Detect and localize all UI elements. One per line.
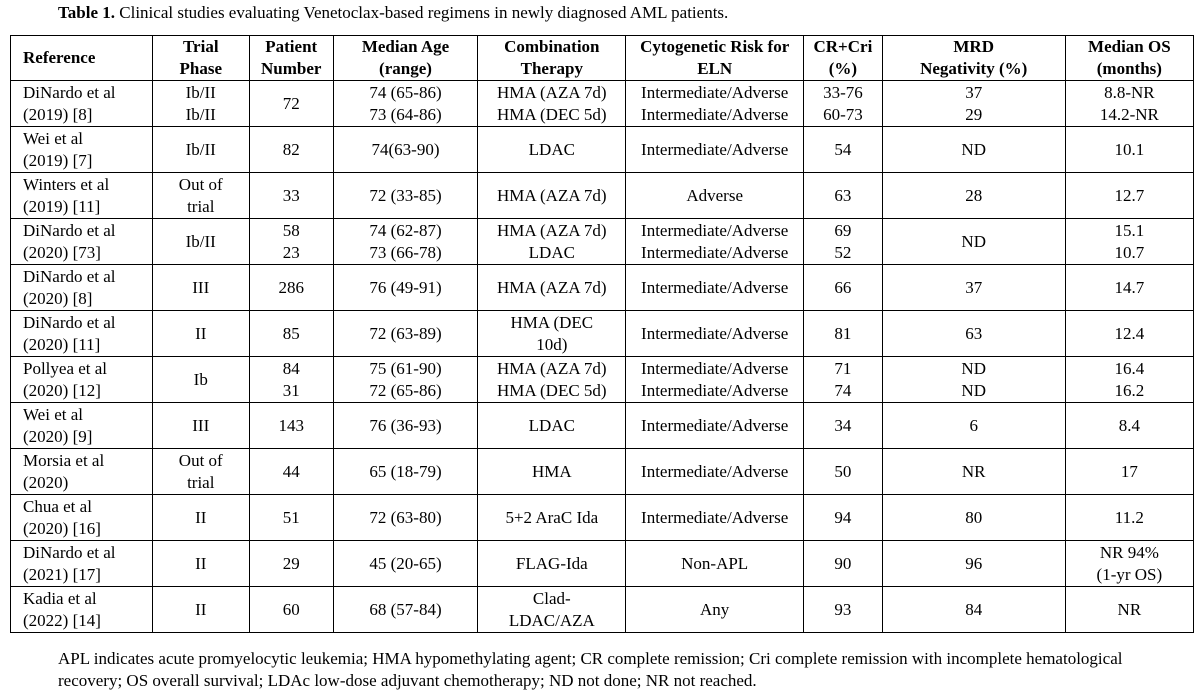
cell-line: Kadia et al: [23, 588, 97, 608]
cell-line: DiNardo et al: [23, 542, 116, 562]
cell-line: Any: [700, 599, 730, 619]
cell-trial-phase: [152, 495, 249, 541]
cell-cytogenetic-risk: [626, 219, 804, 265]
table-row: [11, 357, 1194, 403]
cell-line: 60-73: [823, 104, 863, 124]
cell-line: 58: [282, 220, 300, 240]
cell-line: Intermediate/Adverse: [641, 507, 789, 527]
cell-line: (2020) [11]: [23, 334, 101, 354]
cell-line: 28: [965, 185, 983, 205]
cell-reference: [11, 219, 153, 265]
table-row: [11, 219, 1194, 265]
cell-line: II: [195, 507, 207, 527]
cell-line: NR: [1117, 599, 1142, 619]
cell-median-age: [333, 81, 478, 127]
cell-line: (2019) [7]: [23, 150, 93, 170]
cell-line: 5+2 AraC Ida: [505, 507, 599, 527]
cell-line: Median Age: [361, 37, 450, 56]
cell-line: 72 (63-89): [369, 323, 442, 343]
cell-line: 31: [282, 380, 300, 400]
cell-line: (1-yr OS): [1096, 564, 1163, 584]
cell-trial-phase: [152, 541, 249, 587]
cell-line: 76 (36-93): [369, 415, 442, 435]
cell-line: 94: [834, 507, 852, 527]
cell-line: Therapy: [520, 59, 583, 78]
cell-line: Adverse: [686, 185, 743, 205]
cell-cr-cri: [804, 403, 883, 449]
table-row: [11, 81, 1194, 127]
cell-line: (2020) [16]: [23, 518, 101, 538]
cell-line: 8.8-NR: [1104, 82, 1155, 102]
cell-patient-number: [249, 357, 333, 403]
cell-line: (range): [379, 59, 432, 78]
cell-line: 54: [834, 139, 852, 159]
cell-line: Out of: [178, 450, 223, 470]
cell-trial-phase: [152, 311, 249, 357]
cell-line: Ib/II: [185, 231, 216, 251]
cell-reference: [11, 127, 153, 173]
cell-combination-therapy: [478, 311, 626, 357]
cell-line: HMA: [531, 461, 572, 481]
cell-line: 85: [282, 323, 300, 343]
cell-line: ND: [961, 358, 986, 378]
header-reference: [11, 36, 153, 81]
header-cytogenetic-risk: [626, 36, 804, 81]
cell-trial-phase: [152, 81, 249, 127]
cell-line: 33: [282, 185, 300, 205]
cell-line: 44: [282, 461, 300, 481]
cell-line: 50: [834, 461, 852, 481]
cell-mrd-negativity: [882, 311, 1065, 357]
cell-line: 23: [282, 242, 300, 262]
cell-cr-cri: [804, 541, 883, 587]
cell-line: HMA (AZA 7d): [497, 277, 607, 297]
cell-line: 71: [834, 358, 852, 378]
cell-line: 14.7: [1114, 277, 1145, 297]
cell-median-age: [333, 541, 478, 587]
cell-combination-therapy: [478, 541, 626, 587]
cell-line: Phase: [179, 59, 222, 78]
cell-line: DiNardo et al: [23, 266, 116, 286]
cell-median-os: [1065, 403, 1193, 449]
cell-mrd-negativity: [882, 495, 1065, 541]
cell-line: 81: [834, 323, 852, 343]
cell-line: 17: [1120, 461, 1138, 481]
cell-patient-number: [249, 311, 333, 357]
cell-cytogenetic-risk: [626, 311, 804, 357]
cell-line: 143: [278, 415, 304, 435]
table-caption-label: Table 1.: [58, 3, 116, 22]
cell-median-os: [1065, 173, 1193, 219]
cell-line: Morsia et al: [23, 450, 105, 470]
cell-cr-cri: [804, 357, 883, 403]
cell-cytogenetic-risk: [626, 403, 804, 449]
cell-mrd-negativity: [882, 81, 1065, 127]
cell-line: Intermediate/Adverse: [641, 358, 789, 378]
cell-line: 93: [834, 599, 852, 619]
header-trial-phase: [152, 36, 249, 81]
cell-line: (%): [828, 59, 858, 78]
cell-line: 52: [834, 242, 852, 262]
cell-cytogenetic-risk: [626, 541, 804, 587]
cell-reference: [11, 495, 153, 541]
table-row: [11, 265, 1194, 311]
cell-trial-phase: [152, 449, 249, 495]
cell-line: HMA (DEC 5d): [497, 104, 607, 124]
cell-reference: [11, 587, 153, 633]
cell-line: NR 94%: [1099, 542, 1159, 562]
cell-median-age: [333, 449, 478, 495]
cell-line: DiNardo et al: [23, 220, 116, 240]
cell-trial-phase: [152, 587, 249, 633]
cell-line: (2019) [11]: [23, 196, 101, 216]
cell-combination-therapy: [478, 495, 626, 541]
cell-patient-number: [249, 173, 333, 219]
cell-line: 69: [834, 220, 852, 240]
cell-line: (2019) [8]: [23, 104, 93, 124]
cell-line: Ib/II: [185, 139, 216, 159]
cell-trial-phase: [152, 265, 249, 311]
cell-reference: [11, 311, 153, 357]
cell-median-os: [1065, 265, 1193, 311]
cell-patient-number: [249, 541, 333, 587]
cell-line: (2020) [8]: [23, 288, 93, 308]
cell-combination-therapy: [478, 173, 626, 219]
cell-line: (2020): [23, 472, 69, 492]
cell-median-age: [333, 311, 478, 357]
cell-median-os: [1065, 81, 1193, 127]
cell-line: DiNardo et al: [23, 82, 116, 102]
cell-median-age: [333, 127, 478, 173]
cell-mrd-negativity: [882, 403, 1065, 449]
cell-line: 72 (63-80): [369, 507, 442, 527]
cell-median-os: [1065, 219, 1193, 265]
cell-line: 76 (49-91): [369, 277, 442, 297]
cell-line: 72: [282, 93, 300, 113]
cell-median-os: [1065, 587, 1193, 633]
cell-median-os: [1065, 449, 1193, 495]
cell-cytogenetic-risk: [626, 587, 804, 633]
cell-line: HMA (DEC: [510, 312, 594, 332]
cell-line: 37: [965, 82, 983, 102]
cell-line: 29: [282, 553, 300, 573]
cell-cr-cri: [804, 587, 883, 633]
cell-line: Negativity (%): [920, 59, 1028, 78]
cell-line: (2020) [73]: [23, 242, 101, 262]
cell-line: Combination: [504, 37, 600, 56]
cell-line: 6: [969, 415, 978, 435]
cell-line: 74(63-90): [371, 139, 440, 159]
cell-line: 14.2-NR: [1099, 104, 1159, 124]
cell-line: 82: [282, 139, 300, 159]
cell-line: HMA (AZA 7d): [497, 82, 607, 102]
cell-line: 72 (33-85): [369, 185, 442, 205]
cell-line: MRD: [953, 37, 994, 56]
cell-line: Intermediate/Adverse: [641, 415, 789, 435]
cell-line: 84: [282, 358, 300, 378]
cell-patient-number: [249, 127, 333, 173]
cell-combination-therapy: [478, 403, 626, 449]
cell-line: 84: [965, 599, 983, 619]
cell-patient-number: [249, 265, 333, 311]
cell-line: 12.7: [1114, 185, 1145, 205]
cell-cr-cri: [804, 311, 883, 357]
cell-patient-number: [249, 403, 333, 449]
cell-reference: [11, 357, 153, 403]
cell-line: ELN: [697, 59, 733, 78]
cell-line: 286: [278, 277, 304, 297]
cell-line: II: [195, 323, 207, 343]
cell-line: Ib: [193, 369, 208, 389]
cell-mrd-negativity: [882, 219, 1065, 265]
cell-line: trial: [187, 196, 215, 216]
cell-line: Non-APL: [681, 553, 749, 573]
cell-line: 63: [965, 323, 983, 343]
cell-line: HMA (AZA 7d): [497, 185, 607, 205]
table-row: [11, 403, 1194, 449]
cell-mrd-negativity: [882, 357, 1065, 403]
header-median-age: [333, 36, 478, 81]
cell-line: Trial: [182, 37, 219, 56]
table-caption-text: Clinical studies evaluating Venetoclax-based regimens in newly diagnosed AML patients.: [115, 3, 729, 22]
cell-line: ND: [961, 139, 986, 159]
cell-line: 11.2: [1114, 507, 1144, 527]
cell-patient-number: [249, 587, 333, 633]
cell-line: FLAG-Ida: [515, 553, 588, 573]
table-row: [11, 541, 1194, 587]
cell-line: HMA (AZA 7d): [497, 220, 607, 240]
cell-reference: [11, 541, 153, 587]
cell-line: Ib/II: [185, 82, 216, 102]
header-mrd-negativity: [882, 36, 1065, 81]
cell-line: II: [195, 553, 207, 573]
cell-line: 68 (57-84): [369, 599, 442, 619]
cell-combination-therapy: [478, 449, 626, 495]
cell-line: Wei et al: [23, 404, 83, 424]
cell-combination-therapy: [478, 81, 626, 127]
cell-line: Cytogenetic Risk for: [640, 37, 790, 56]
cell-line: Out of: [178, 174, 223, 194]
cell-line: Winters et al: [23, 174, 110, 194]
cell-line: Intermediate/Adverse: [641, 139, 789, 159]
cell-line: ND: [961, 231, 986, 251]
cell-line: LDAC: [528, 415, 575, 435]
cell-line: (2020) [9]: [23, 426, 93, 446]
table-row: [11, 311, 1194, 357]
cell-line: Intermediate/Adverse: [641, 323, 789, 343]
cell-trial-phase: [152, 219, 249, 265]
cell-line: Intermediate/Adverse: [641, 461, 789, 481]
header-median-os: [1065, 36, 1193, 81]
cell-line: 74 (65-86): [369, 82, 442, 102]
cell-median-age: [333, 587, 478, 633]
cell-line: 73 (64-86): [369, 104, 442, 124]
cell-line: Intermediate/Adverse: [641, 220, 789, 240]
cell-mrd-negativity: [882, 587, 1065, 633]
cell-mrd-negativity: [882, 127, 1065, 173]
cell-line: LDAC/AZA: [508, 610, 595, 630]
cell-line: 8.4: [1118, 415, 1140, 435]
cell-cr-cri: [804, 173, 883, 219]
cell-median-age: [333, 265, 478, 311]
cell-reference: [11, 173, 153, 219]
cell-trial-phase: [152, 357, 249, 403]
cell-median-age: [333, 357, 478, 403]
cell-line: (months): [1096, 59, 1162, 78]
cell-cr-cri: [804, 265, 883, 311]
cell-trial-phase: [152, 173, 249, 219]
cell-median-age: [333, 219, 478, 265]
cell-cytogenetic-risk: [626, 265, 804, 311]
cell-line: 37: [965, 277, 983, 297]
cell-line: Reference: [23, 48, 96, 67]
cell-line: 80: [965, 507, 983, 527]
cell-line: 33-76: [823, 82, 863, 102]
cell-reference: [11, 403, 153, 449]
cell-line: 65 (18-79): [369, 461, 442, 481]
table-row: [11, 587, 1194, 633]
cell-combination-therapy: [478, 127, 626, 173]
cell-cr-cri: [804, 81, 883, 127]
header-patient-number: [249, 36, 333, 81]
cell-line: Median OS: [1088, 37, 1171, 56]
cell-line: 45 (20-65): [369, 553, 442, 573]
cell-median-os: [1065, 311, 1193, 357]
cell-line: 51: [282, 507, 300, 527]
cell-line: Pollyea et al: [23, 358, 108, 378]
cell-reference: [11, 449, 153, 495]
cell-line: 74: [834, 380, 852, 400]
cell-line: 10.1: [1114, 139, 1145, 159]
cell-median-age: [333, 403, 478, 449]
cell-cr-cri: [804, 219, 883, 265]
cell-line: 75 (61-90): [369, 358, 442, 378]
cell-trial-phase: [152, 127, 249, 173]
cell-cytogenetic-risk: [626, 81, 804, 127]
cell-combination-therapy: [478, 265, 626, 311]
cell-patient-number: [249, 495, 333, 541]
cell-line: 10d): [536, 334, 568, 354]
cell-line: 90: [834, 553, 852, 573]
cell-line: 60: [282, 599, 300, 619]
cell-median-os: [1065, 541, 1193, 587]
header-cr-cri: [804, 36, 883, 81]
cell-mrd-negativity: [882, 449, 1065, 495]
cell-combination-therapy: [478, 219, 626, 265]
cell-line: III: [192, 415, 210, 435]
cell-patient-number: [249, 219, 333, 265]
cell-reference: [11, 81, 153, 127]
cell-cytogenetic-risk: [626, 495, 804, 541]
cell-line: 16.2: [1114, 380, 1145, 400]
cell-combination-therapy: [478, 357, 626, 403]
cell-cr-cri: [804, 449, 883, 495]
cell-line: 73 (66-78): [369, 242, 442, 262]
cell-mrd-negativity: [882, 265, 1065, 311]
cell-cr-cri: [804, 495, 883, 541]
cell-line: trial: [187, 472, 215, 492]
cell-line: (2021) [17]: [23, 564, 101, 584]
cell-line: NR: [961, 461, 986, 481]
cell-line: (2022) [14]: [23, 610, 101, 630]
cell-median-os: [1065, 357, 1193, 403]
table-row: [11, 495, 1194, 541]
cell-cytogenetic-risk: [626, 173, 804, 219]
cell-line: Chua et al: [23, 496, 92, 516]
cell-mrd-negativity: [882, 173, 1065, 219]
cell-line: 29: [965, 104, 983, 124]
header-combination-therapy: [478, 36, 626, 81]
table-row: [11, 173, 1194, 219]
cell-line: Ib/II: [185, 104, 216, 124]
table-row: [11, 449, 1194, 495]
cell-line: Intermediate/Adverse: [641, 242, 789, 262]
cell-line: Intermediate/Adverse: [641, 380, 789, 400]
cell-line: ND: [961, 380, 986, 400]
cell-line: 16.4: [1114, 358, 1145, 378]
cell-median-age: [333, 173, 478, 219]
cell-line: 74 (62-87): [369, 220, 442, 240]
cell-median-age: [333, 495, 478, 541]
cell-line: HMA (AZA 7d): [497, 358, 607, 378]
cell-line: 66: [834, 277, 852, 297]
cell-line: 63: [834, 185, 852, 205]
cell-line: Clad-: [532, 588, 571, 608]
cell-line: Intermediate/Adverse: [641, 104, 789, 124]
table-header-row: [11, 36, 1194, 81]
cell-line: 12.4: [1114, 323, 1145, 343]
cell-line: DiNardo et al: [23, 312, 116, 332]
cell-line: CR+Cri: [813, 37, 873, 56]
cell-line: LDAC: [528, 139, 575, 159]
cell-line: LDAC: [528, 242, 575, 262]
cell-line: II: [195, 599, 207, 619]
cell-line: Wei et al: [23, 128, 83, 148]
cell-line: Intermediate/Adverse: [641, 82, 789, 102]
table-row: [11, 127, 1194, 173]
cell-line: 96: [965, 553, 983, 573]
cell-line: Patient: [265, 37, 318, 56]
studies-table: [10, 35, 1194, 633]
table-caption: [58, 3, 728, 23]
cell-line: 72 (65-86): [369, 380, 442, 400]
cell-line: Number: [261, 59, 322, 78]
cell-line: 10.7: [1114, 242, 1145, 262]
cell-median-os: [1065, 127, 1193, 173]
cell-cr-cri: [804, 127, 883, 173]
cell-line: (2020) [12]: [23, 380, 101, 400]
cell-line: 34: [834, 415, 852, 435]
cell-reference: [11, 265, 153, 311]
table-footnote: APL indicates acute promyelocytic leukemia; HMA hypomethylating agent; CR complete remission; Cri complete remission with incomplete hematological recovery; OS overall survival; LDAc low-dose adjuvant chemotherapy; ND not done; NR not reached.: [58, 649, 1123, 690]
cell-cytogenetic-risk: [626, 127, 804, 173]
cell-combination-therapy: [478, 587, 626, 633]
cell-line: 15.1: [1114, 220, 1145, 240]
cell-patient-number: [249, 449, 333, 495]
cell-median-os: [1065, 495, 1193, 541]
cell-patient-number: [249, 81, 333, 127]
cell-trial-phase: [152, 403, 249, 449]
cell-cytogenetic-risk: [626, 449, 804, 495]
cell-line: HMA (DEC 5d): [497, 380, 607, 400]
cell-cytogenetic-risk: [626, 357, 804, 403]
cell-line: Intermediate/Adverse: [641, 277, 789, 297]
cell-mrd-negativity: [882, 541, 1065, 587]
cell-line: III: [192, 277, 210, 297]
